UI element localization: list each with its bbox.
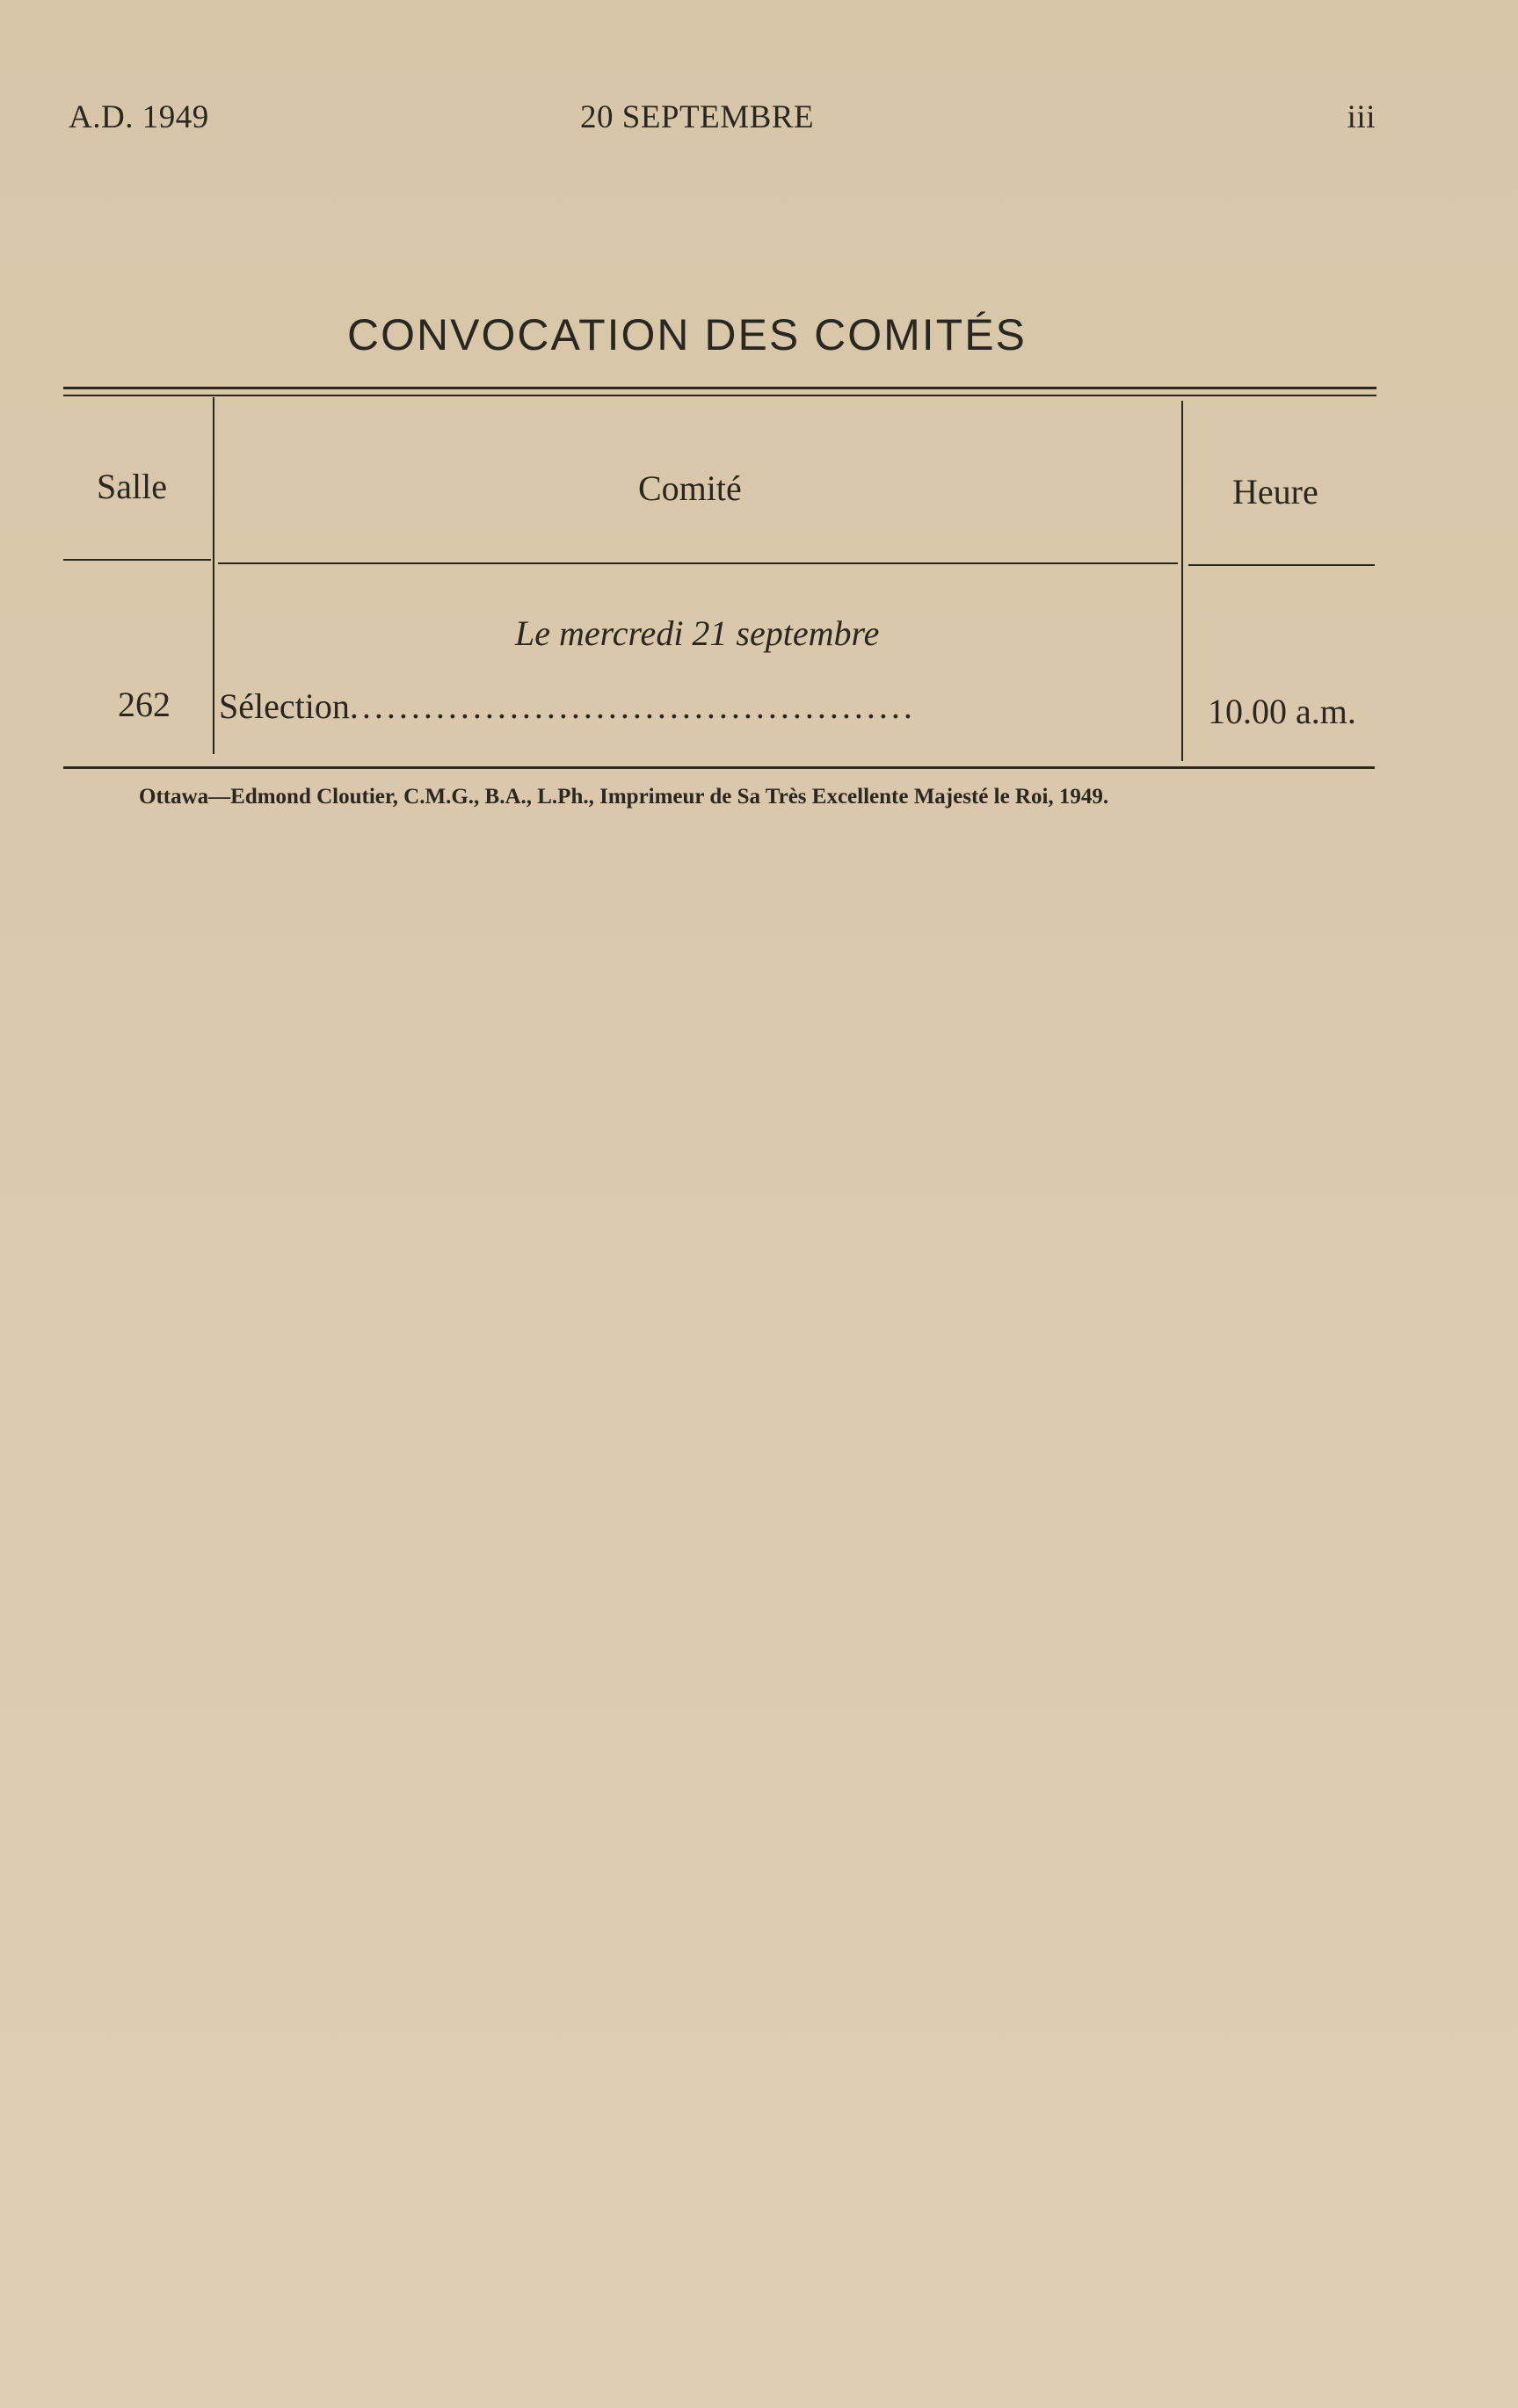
running-head-year: A.D. 1949 <box>69 99 209 135</box>
date-subheading: Le mercredi 21 septembre <box>515 613 880 653</box>
running-head-date: 20 SEPTEMBRE <box>580 99 815 135</box>
header-rule-comite <box>218 562 1178 564</box>
table-top-rule-inner <box>63 395 1376 396</box>
printer-imprint: Ottawa—Edmond Cloutier, C.M.G., B.A., L.Ph., Imprimeur de Sa Très Excellente Majesté le Roi, 1949. <box>139 785 1109 809</box>
column-divider-heure <box>1181 401 1183 761</box>
column-header-heure: Heure <box>1232 472 1318 511</box>
page-title: CONVOCATION DES COMITÉS <box>347 310 1027 359</box>
column-divider-salle <box>213 397 214 754</box>
header-rule-heure <box>1188 564 1375 566</box>
dot-leader: .............................................. <box>349 686 916 726</box>
table-top-rule <box>63 387 1376 389</box>
column-header-salle: Salle <box>97 467 167 506</box>
table-bottom-rule <box>63 766 1375 769</box>
header-rule-salle <box>63 559 211 561</box>
room-number: 262 <box>118 685 171 724</box>
meeting-time: 10.00 a.m. <box>1208 692 1356 731</box>
page-number: iii <box>1347 99 1376 135</box>
committee-name <box>219 685 1173 727</box>
column-header-comite: Comité <box>638 468 742 508</box>
committee-name-text: Sélection <box>219 686 350 726</box>
